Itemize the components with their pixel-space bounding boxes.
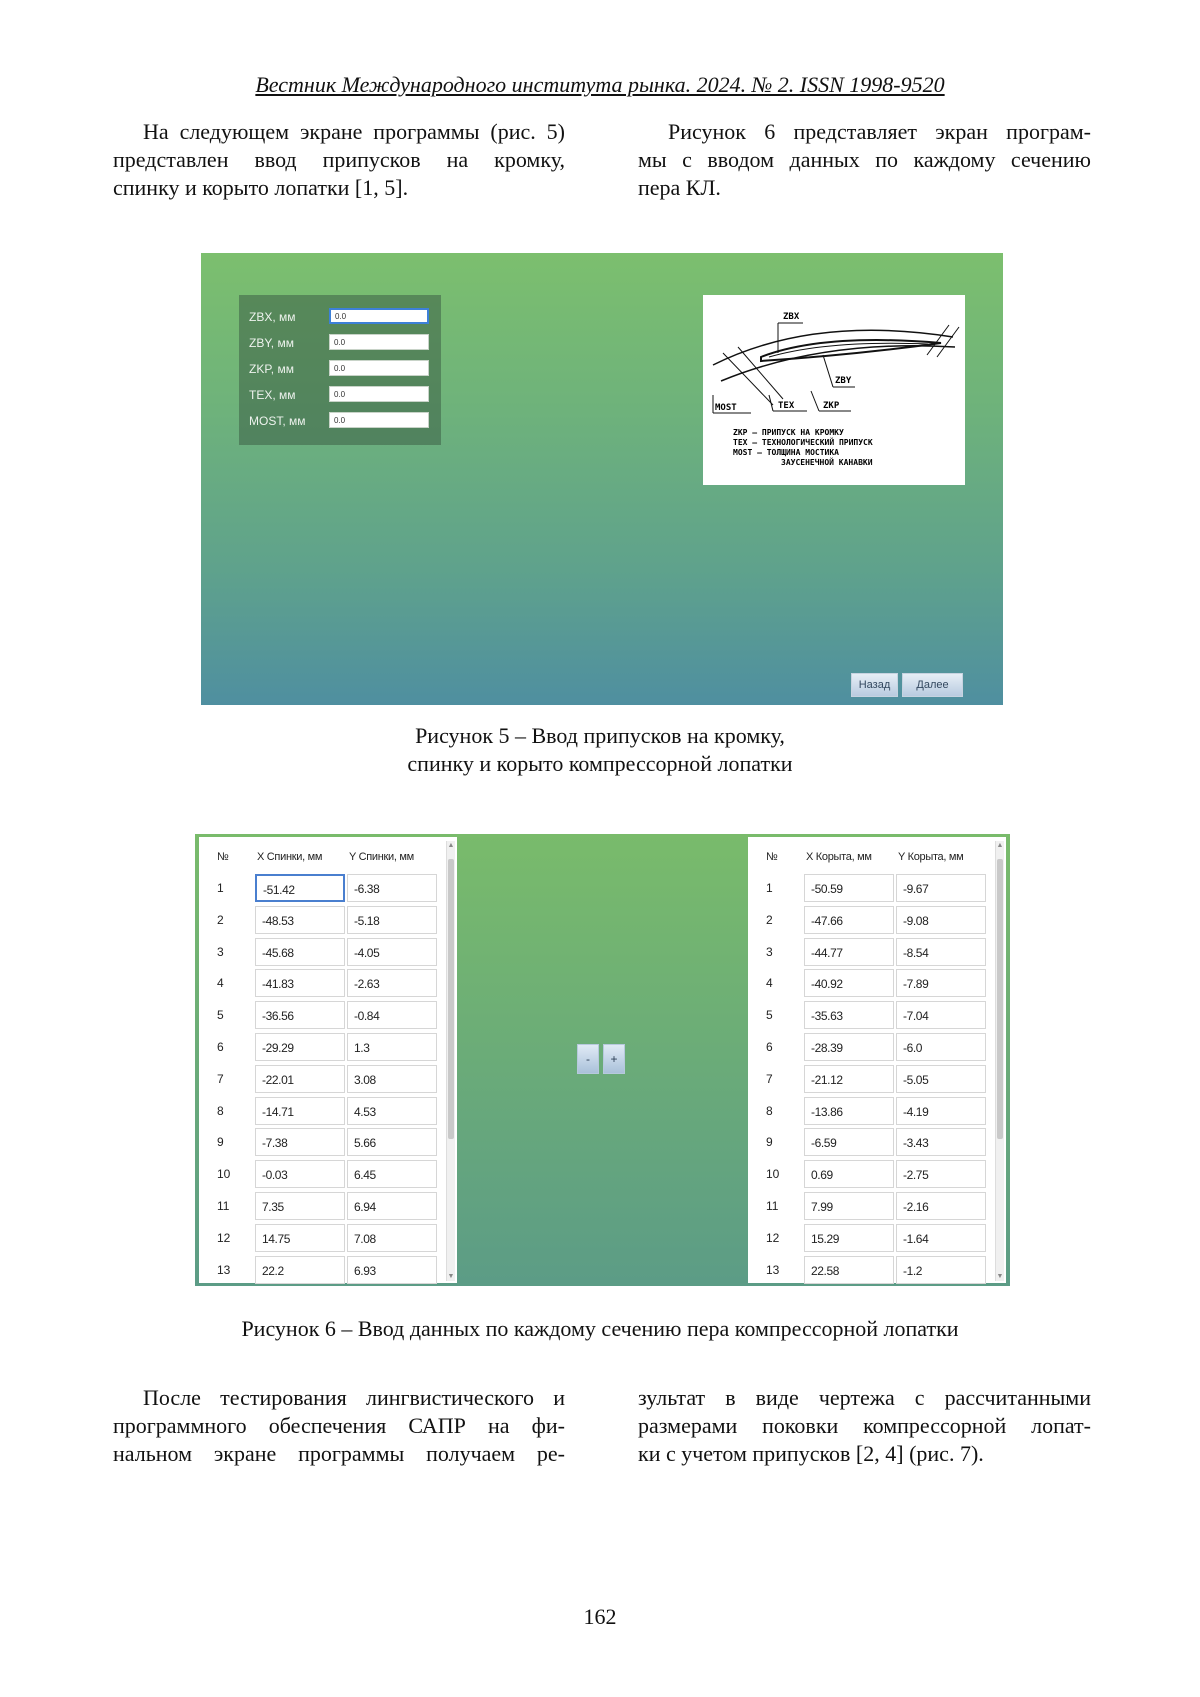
form-row-zkp [249,359,434,379]
y-coordinate-cell[interactable]: 4.53 [347,1097,437,1125]
row-number: 8 [217,1103,224,1118]
paragraph-bottom-left [113,1384,565,1468]
x-coordinate-cell[interactable]: 15.29 [804,1224,894,1252]
row-number: 10 [217,1167,231,1182]
y-coordinate-cell[interactable]: -1.2 [896,1256,986,1284]
zbx-label: ZBX [783,312,800,322]
row-number: 3 [766,944,773,959]
row-number: 11 [217,1199,230,1213]
table-scrollbar[interactable] [995,841,1004,1281]
row-number: 3 [217,944,224,959]
row-number: 13 [766,1262,780,1277]
text-line: После тестирования лингвистического и [143,1385,565,1410]
back-button[interactable]: Назад [851,673,898,697]
x-coordinate-cell[interactable]: -45.68 [255,938,345,966]
field-label: ZBX, мм [249,310,296,324]
scroll-down-icon[interactable]: ▼ [447,1273,455,1280]
field-label: ZKP, мм [249,362,294,376]
y-coordinate-cell[interactable]: 6.94 [347,1192,437,1220]
x-coordinate-cell[interactable]: -35.63 [804,1001,894,1029]
row-number: 12 [217,1230,231,1245]
leader-line [769,395,773,411]
figure-6-caption: Рисунок 6 – Ввод данных по каждому сечению пера компрессорной лопатки [241,1316,959,1341]
x-coordinate-cell[interactable]: 22.58 [804,1256,894,1284]
text-line: пера КЛ. [638,175,721,200]
y-coordinate-cell[interactable]: -8.54 [896,938,986,966]
x-coordinate-cell[interactable]: -50.59 [804,874,894,902]
y-coordinate-cell[interactable]: -3.43 [896,1128,986,1156]
text-line: Рисунок 6 представляет экран програм- [668,119,1091,144]
row-number: 7 [766,1071,773,1086]
next-button[interactable]: Далее [902,673,963,697]
text-line: спинку и корыто лопатки [1, 5]. [113,175,409,200]
row-number: 13 [217,1262,231,1277]
x-coordinate-cell[interactable]: -28.39 [804,1033,894,1061]
column-header: № [217,851,229,863]
back-coordinates-table [199,837,457,1283]
x-coordinate-cell[interactable]: -21.12 [804,1065,894,1093]
text-line: зультат в виде чертежа с рассчитанными [638,1385,1091,1410]
x-coordinate-cell[interactable]: 0.69 [804,1160,894,1188]
x-coordinate-cell[interactable]: -40.92 [804,969,894,997]
row-number: 4 [217,976,224,991]
x-coordinate-cell[interactable]: -51.42 [255,874,345,902]
allowance-form [239,295,441,445]
row-number: 6 [217,1040,224,1054]
figure-6-screenshot [195,834,1010,1286]
zby-input[interactable] [329,334,429,350]
text-line: программного обеспечения САПР на фи- [113,1413,565,1438]
field-label: ZBY, мм [249,336,294,350]
y-coordinate-cell[interactable]: -1.64 [896,1224,986,1252]
blade-allowance-diagram [703,295,965,485]
x-coordinate-cell[interactable]: -47.66 [804,906,894,934]
y-coordinate-cell[interactable]: 5.66 [347,1128,437,1156]
y-coordinate-cell[interactable]: -6.0 [896,1033,986,1061]
form-row-most [249,411,434,431]
column-header: № [766,851,778,863]
x-coordinate-cell[interactable]: -6.59 [804,1128,894,1156]
x-coordinate-cell[interactable]: -29.29 [255,1033,345,1061]
y-coordinate-cell[interactable]: 3.08 [347,1065,437,1093]
tex-label: TEX [778,401,795,411]
y-coordinate-cell[interactable]: -4.05 [347,938,437,966]
most-input[interactable] [329,412,429,428]
y-coordinate-cell[interactable]: -2.75 [896,1160,986,1188]
y-coordinate-cell[interactable]: -9.67 [896,874,986,902]
x-coordinate-cell[interactable]: -48.53 [255,906,345,934]
row-number: 7 [217,1071,224,1086]
text-line: мы с вводом данных по каждому сечению [638,147,1091,172]
row-number: 2 [766,912,773,927]
row-number: 9 [217,1135,224,1150]
x-coordinate-cell[interactable]: -22.01 [255,1065,345,1093]
hatch-line [927,325,949,355]
column-header: X Корыта, мм [806,851,872,863]
paragraph-top-left [113,118,565,202]
x-coordinate-cell[interactable]: -13.86 [804,1097,894,1125]
field-label: TEX, мм [249,388,296,402]
row-number: 12 [766,1230,780,1245]
legend-line: ЗАУСЕНЕЧНОЙ КАНАВКИ [781,458,873,467]
text-line: ки с учетом припусков [2, 4] (рис. 7). [638,1441,984,1466]
row-number: 1 [766,881,773,895]
column-header: Y Спинки, мм [349,851,414,863]
scroll-up-icon[interactable]: ▲ [447,842,455,849]
scrollbar-thumb[interactable] [448,859,454,1139]
y-coordinate-cell[interactable]: -0.84 [347,1001,437,1029]
row-number: 2 [217,912,224,927]
most-label: MOST [715,403,737,413]
row-number: 6 [766,1040,773,1054]
scroll-down-icon[interactable]: ▼ [996,1273,1004,1280]
add-row-button[interactable]: + [603,1044,625,1074]
legend-line: MOST – ТОЛЩИНА МОСТИКА [733,448,839,457]
x-coordinate-cell[interactable]: -36.56 [255,1001,345,1029]
text-line: размерами поковки компрессорной лопат- [638,1413,1091,1438]
y-coordinate-cell[interactable]: 6.93 [347,1256,437,1284]
field-label: MOST, мм [249,414,306,428]
trough-coordinates-table [748,837,1006,1283]
zkp-label: ZKP [823,401,840,411]
scroll-up-icon[interactable]: ▲ [996,842,1004,849]
y-coordinate-cell[interactable]: 6.45 [347,1160,437,1188]
row-number: 10 [766,1167,780,1182]
y-coordinate-cell[interactable]: -6.38 [347,874,437,902]
y-coordinate-cell[interactable]: -7.89 [896,969,986,997]
row-number: 5 [766,1008,773,1023]
page-number: 162 [583,1604,617,1629]
x-coordinate-cell[interactable]: -0.03 [255,1160,345,1188]
row-number: 11 [766,1199,779,1213]
caption-line: спинку и корыто компрессорной лопатки [407,751,793,776]
form-row-zbx [249,307,434,327]
scrollbar-thumb[interactable] [997,859,1003,1139]
caption-line: Рисунок 5 – Ввод припусков на кромку, [415,723,785,748]
text-line: нальном экране программы получаем ре- [113,1441,565,1466]
x-coordinate-cell[interactable]: -41.83 [255,969,345,997]
row-number: 1 [217,881,224,895]
x-coordinate-cell[interactable]: 7.35 [255,1192,345,1220]
y-coordinate-cell[interactable]: 1.3 [347,1033,437,1061]
column-header: Y Корыта, мм [898,851,964,863]
x-coordinate-cell[interactable]: 14.75 [255,1224,345,1252]
remove-row-button[interactable]: - [577,1044,599,1074]
x-coordinate-cell[interactable]: -44.77 [804,938,894,966]
form-row-zby [249,333,434,353]
zby-label: ZBY [835,376,852,386]
table-scrollbar[interactable] [446,841,455,1281]
journal-header: Вестник Международного института рынка. 2024. № 2. ISSN 1998-9520 [255,72,945,97]
y-coordinate-cell[interactable]: -9.08 [896,906,986,934]
text-line: представлен ввод припусков на кромку, [113,147,565,172]
leader-line [811,391,819,411]
zbx-input[interactable] [329,308,429,324]
row-number: 8 [766,1103,773,1118]
y-coordinate-cell[interactable]: -4.19 [896,1097,986,1125]
paragraph-bottom-right [638,1384,1091,1468]
form-row-tex [249,385,434,405]
y-coordinate-cell[interactable]: 7.08 [347,1224,437,1252]
zkp-input[interactable] [329,360,429,376]
x-coordinate-cell[interactable]: -7.38 [255,1128,345,1156]
text-line: На следующем экране программы (рис. 5) [143,119,565,144]
x-coordinate-cell[interactable]: 7.99 [804,1192,894,1220]
legend-line: ZKP – ПРИПУСК НА КРОМКУ [733,428,844,437]
row-number: 4 [766,976,773,991]
paragraph-top-right [638,118,1091,202]
x-coordinate-cell[interactable]: 22.2 [255,1256,345,1284]
y-coordinate-cell[interactable]: -2.16 [896,1192,986,1220]
leader-line [823,355,833,387]
y-coordinate-cell[interactable]: -5.05 [896,1065,986,1093]
figure-5-screenshot [201,253,1003,705]
column-header: X Спинки, мм [257,851,323,863]
x-coordinate-cell[interactable]: -14.71 [255,1097,345,1125]
y-coordinate-cell[interactable]: -5.18 [347,906,437,934]
y-coordinate-cell[interactable]: -2.63 [347,969,437,997]
figure-5-caption [0,722,1200,778]
blade-section-drawing [703,295,965,485]
legend-line: TEX – ТЕХНОЛОГИЧЕСКИЙ ПРИПУСК [733,438,873,447]
row-number: 9 [766,1135,773,1150]
row-number: 5 [217,1008,224,1023]
y-coordinate-cell[interactable]: -7.04 [896,1001,986,1029]
tex-input[interactable] [329,386,429,402]
